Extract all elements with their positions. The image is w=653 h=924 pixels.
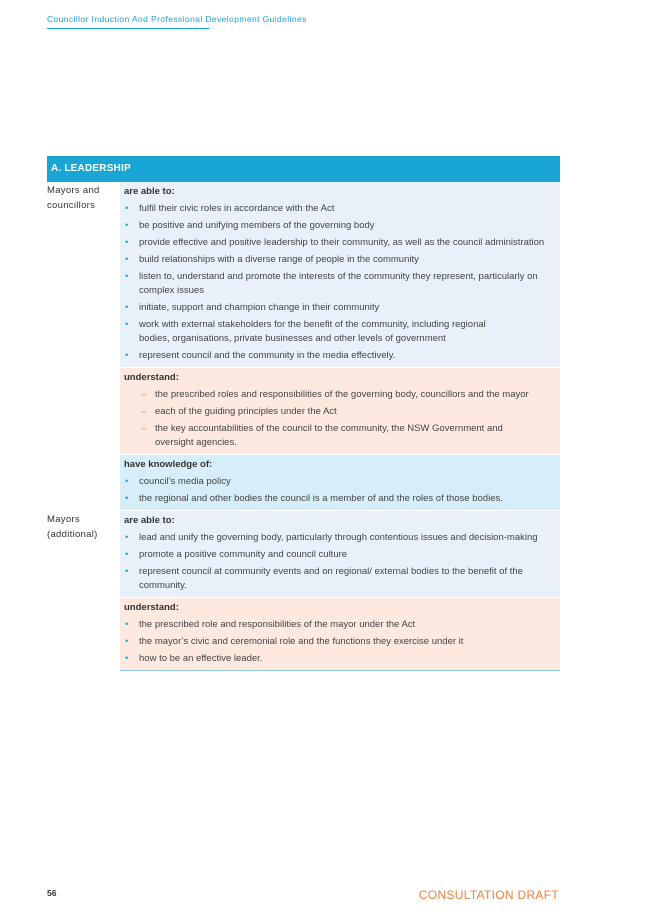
knowledge-block xyxy=(120,455,560,511)
page-number: 56 xyxy=(47,888,57,898)
understand-block xyxy=(120,598,560,671)
bullet-icon: • xyxy=(125,636,129,647)
list-item: • how to be an effective leader. xyxy=(125,653,263,664)
role-label xyxy=(47,511,120,671)
role-label-line: Mayors xyxy=(47,514,80,525)
block-title: have knowledge of: xyxy=(124,459,213,470)
able-to-block xyxy=(120,182,560,368)
role-label-line: Mayors and xyxy=(47,185,100,196)
block-title: understand: xyxy=(124,602,179,613)
list-item: – the prescribed roles and responsibilities of the governing body, councillors and the mayor xyxy=(141,389,529,400)
bullet-icon: • xyxy=(125,549,129,560)
bullet-icon: • xyxy=(125,493,129,504)
bullet-icon: • xyxy=(125,566,129,577)
bullet-icon: • xyxy=(125,271,129,282)
bullet-icon: • xyxy=(125,302,129,313)
bullet-icon: • xyxy=(125,203,129,214)
block-title: are able to: xyxy=(124,186,175,197)
list-item: • represent council at community events and on regional/ external bodies to the benefit of the community. xyxy=(125,566,523,591)
list-item: • promote a positive community and council culture xyxy=(125,549,348,560)
block-title: are able to: xyxy=(124,515,175,526)
bullet-icon: • xyxy=(125,476,129,487)
list-item: • listen to, understand and promote the interests of the community they represent, particularly on complex issues xyxy=(125,271,538,296)
bullet-icon: • xyxy=(125,619,129,630)
dash-icon: – xyxy=(141,389,147,400)
bullet-icon: • xyxy=(125,350,129,361)
list-item: • the mayor’s civic and ceremonial role and the functions they exercise under it xyxy=(125,636,464,647)
list-item: • the prescribed role and responsibilities of the mayor under the Act xyxy=(125,619,416,630)
dash-icon: – xyxy=(141,423,147,434)
leadership-table xyxy=(47,156,560,671)
able-to-block xyxy=(120,511,560,598)
running-header: Councillor Induction And Professional Development Guidelines xyxy=(47,14,307,24)
bullet-icon: • xyxy=(125,653,129,664)
list-item: • the regional and other bodies the council is a member of and the roles of those bodies. xyxy=(125,493,503,504)
role-group-mayors-and-councillors xyxy=(47,182,560,511)
list-item: • represent council and the community in the media effectively. xyxy=(125,350,396,361)
list-item: – each of the guiding principles under the Act xyxy=(141,406,337,417)
role-label-line: councillors xyxy=(47,199,96,211)
list-item: • initiate, support and champion change in their community xyxy=(125,302,380,313)
dash-icon: – xyxy=(141,406,147,417)
role-label xyxy=(47,182,120,511)
bullet-icon: • xyxy=(125,220,129,231)
list-item: • be positive and unifying members of the governing body xyxy=(125,220,375,231)
list-item: • council’s media policy xyxy=(125,476,231,487)
bullet-icon: • xyxy=(125,254,129,265)
list-item: • build relationships with a diverse range of people in the community xyxy=(125,254,419,265)
role-label-line: (additional) xyxy=(47,528,98,540)
bullet-icon: • xyxy=(125,319,129,330)
list-item: – the key accountabilities of the council to the community, the NSW Government and oversight agencies. xyxy=(141,423,503,448)
role-content xyxy=(120,182,560,511)
table-heading: A. LEADERSHIP xyxy=(47,156,560,182)
bullet-icon: • xyxy=(125,237,129,248)
bullet-icon: • xyxy=(125,532,129,543)
list-item: • lead and unify the governing body, particularly through contentious issues and decision-making xyxy=(125,532,538,543)
understand-block xyxy=(120,368,560,455)
header-rule xyxy=(47,28,209,29)
role-content xyxy=(120,511,560,671)
role-group-mayors-additional xyxy=(47,511,560,671)
list-item: • work with external stakeholders for the benefit of the community, including regional bodies, organisations, private businesses and other levels of government xyxy=(125,319,486,344)
block-title: understand: xyxy=(124,372,179,383)
list-item: • fulfil their civic roles in accordance with the Act xyxy=(125,203,335,214)
list-item: • provide effective and positive leadership to their community, as well as the council administration xyxy=(125,237,545,248)
status-label: CONSULTATION DRAFT xyxy=(418,888,559,902)
